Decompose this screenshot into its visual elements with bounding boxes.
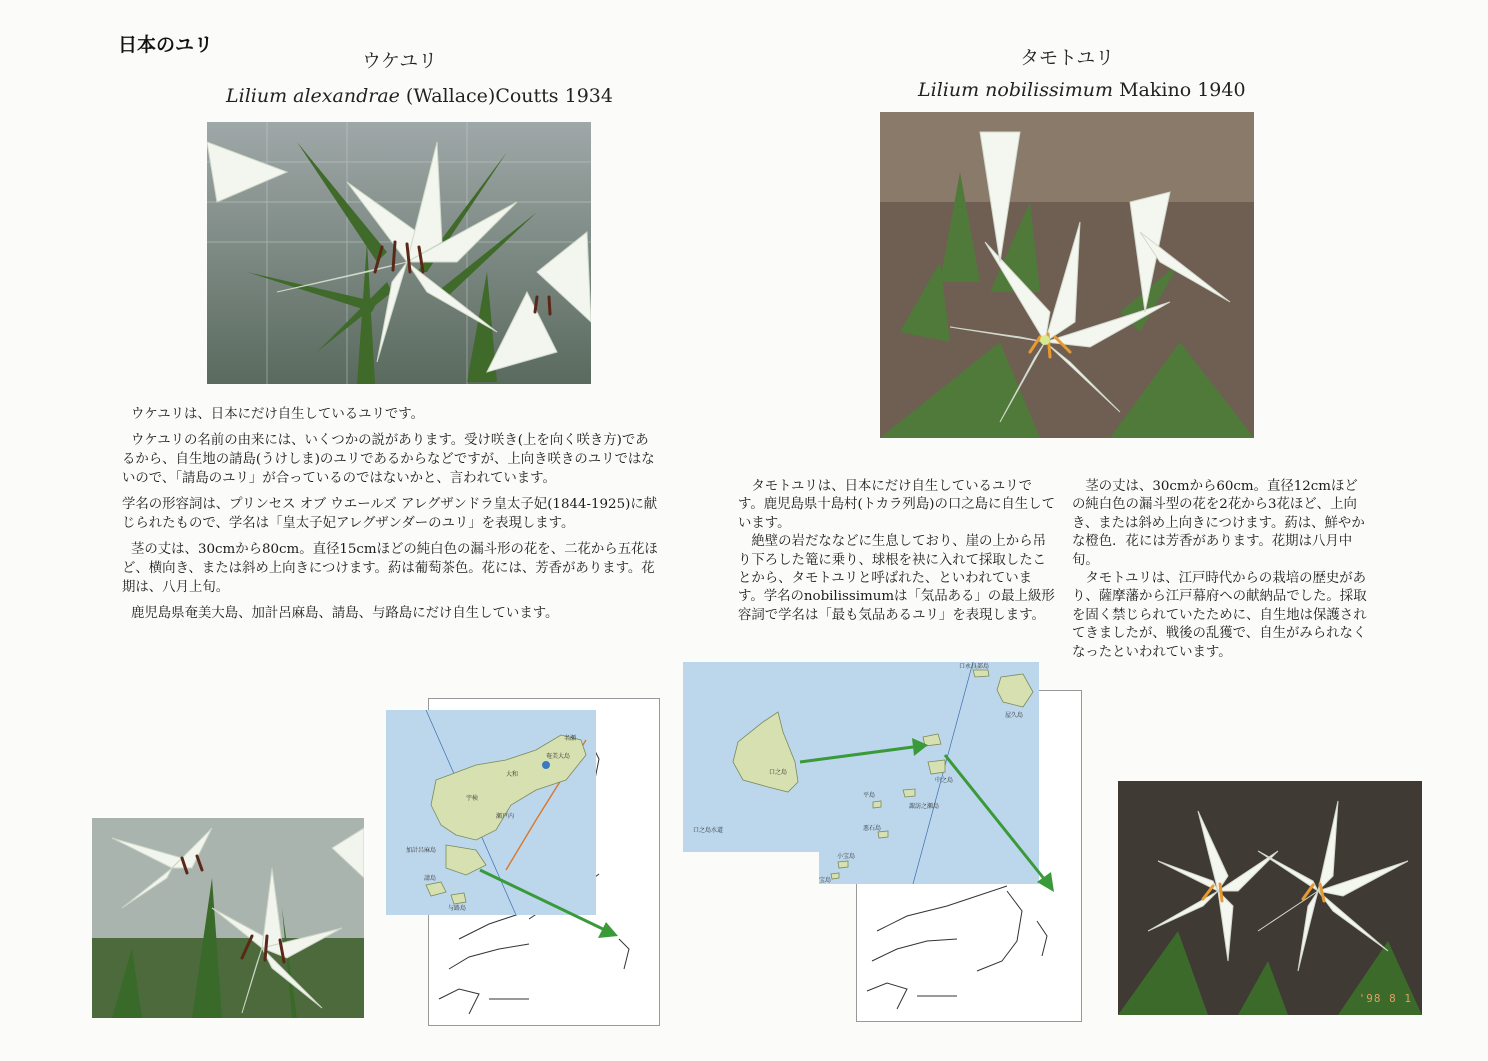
right-scientific-name (918, 79, 1246, 101)
inset-label-yamato: 大和 (506, 771, 519, 778)
inset-label-uken: 宇検 (466, 795, 479, 802)
left-japanese-name: ウケユリ (362, 50, 438, 72)
inset-label-tairajima: 平島 (863, 792, 876, 799)
left-paragraph-4: 茎の丈は、30cmから80cm。直径15cmほどの純白色の漏斗形の花を、二花から五花ほど、横向き、または斜め上向きにつけます。葯は葡萄茶色。花には、芳香があります。花期は、八月上旬。 (122, 542, 658, 595)
tamotoyuri-photo-2 (1118, 781, 1422, 1015)
inset-label-kakeroma: 加計呂麻島 (406, 847, 437, 854)
inset-label-amami: 奄美大島 (546, 753, 571, 760)
inset-label-kodakarajima: 小宝島 (837, 853, 856, 860)
right-map-arrows (795, 730, 1065, 900)
ukeyuri-photo-2 (92, 818, 364, 1018)
left-paragraph-2: ウケユリの名前の由来には、いくつかの説があります。受け咲き(上を向く咲き方)であるから、自生地の請島(うけしま)のユリであるからなどですが、上向き咲きのユリではないので、「請島のユリ」が合っているのではないかと、言われています。 (122, 433, 655, 486)
inset-label-naze: 名瀬 (564, 735, 577, 742)
right-description-col1 (738, 478, 1056, 625)
left-map-arrow (470, 860, 630, 950)
inset-label-yoroshima: 与路島 (448, 905, 467, 912)
left-paragraph-3: 学名の形容詞は、プリンセス オブ ウエールズ アレグザンドラ皇太子妃(1844-1925)に献じられたもので、学名は「皇太子妃アレグザンダーのユリ」を表現します。 (122, 497, 658, 531)
inset-label-kuchinoerabu: 口永良部島 (959, 663, 990, 670)
right-col1-paragraph-1: タモトユリは、日本にだけ自生しているユリです。鹿児島県十島村(トカラ列島)の口之島に自生しています。 (738, 479, 1055, 531)
left-author: (Wallace)Coutts 1934 (399, 85, 613, 107)
photo-date-stamp: '98 8 1 (1358, 992, 1412, 1005)
tamotoyuri-photo (880, 112, 1254, 438)
left-description (122, 405, 662, 630)
inset-label-suido: 口之島水道 (693, 827, 724, 834)
right-col1-paragraph-2: 絶壁の岩だななどに生息しており、崖の上から吊り下ろした篭に乗り、球根を袂に入れて採取したことから、タモトユリと呼ばれた、といわれています。学名のnobilissimumは「気品ある」の最上級形容詞で学名は「最も気品あるユリ」を表現します。 (738, 534, 1055, 623)
inset-label-ukeshima: 請島 (424, 875, 437, 882)
left-genus-species: Lilium alexandrae (226, 85, 400, 107)
inset-label-nakanoshima: 中之島 (935, 777, 954, 784)
right-japanese-name: タモトユリ (1020, 47, 1115, 69)
left-paragraph-1: ウケユリは、日本にだけ自生しているユリです。 (131, 407, 424, 422)
right-col2-paragraph-1: 茎の丈は、30cmから60cm。直径12cmほどの純白色の漏斗型の花を2花から3花ほど、上向き、または斜め上向きにつけます。葯は、鮮やかな橙色．花には芳香があります。花期は八月中旬。 (1072, 479, 1365, 568)
inset-label-akusekijima: 悪石島 (863, 825, 882, 832)
inset-label-takarajima: 宝島 (819, 877, 832, 884)
ukeyuri-photo (207, 122, 591, 384)
page-title: 日本のユリ (118, 34, 214, 56)
inset-label-yakushima: 屋久島 (1005, 712, 1024, 719)
left-scientific-name (226, 85, 613, 107)
right-author: Makino 1940 (1113, 79, 1246, 101)
inset-label-setouchi: 瀬戸内 (496, 813, 515, 820)
right-genus-species: Lilium nobilissimum (918, 79, 1114, 101)
right-col2-paragraph-2: タモトユリは、江戸時代からの栽培の歴史があり、薩摩藩から江戸幕府への献納品でした。採取を固く禁じられていたために、自生地は保護されてきましたが、戦後の乱獲で、自生がみられなくなったといわれています。 (1072, 571, 1367, 660)
inset-label-suwanose: 諏訪之瀬島 (909, 803, 940, 810)
inset-label-kuchinoshima: 口之島 (769, 769, 788, 776)
left-paragraph-5: 鹿児島県奄美大島、加計呂麻島、請島、与路島にだけ自生しています。 (131, 606, 559, 621)
right-description-col2 (1072, 478, 1370, 662)
